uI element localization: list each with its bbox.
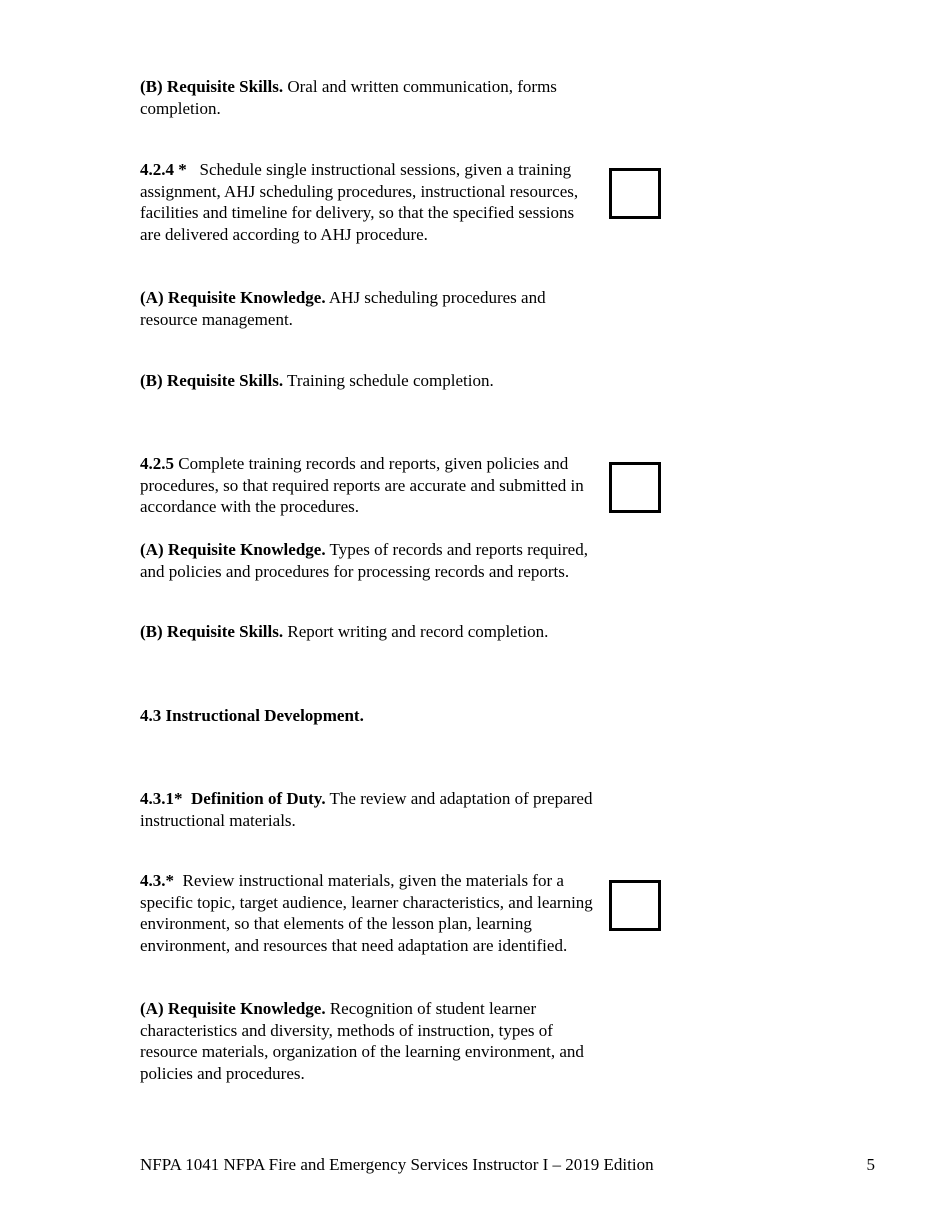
item-4-3-1-number: 4.3.1* — [140, 789, 183, 808]
requisite-knowledge-label: (A) Requisite Knowledge. — [140, 288, 326, 307]
requisite-knowledge-4-3 — [140, 998, 596, 1084]
requisite-skills-label: (B) Requisite Skills. — [140, 77, 284, 96]
requisite-skills-label: (B) Requisite Skills. — [140, 622, 284, 641]
checkbox-4-3[interactable] — [609, 880, 661, 931]
section-heading-4-3 — [140, 705, 596, 727]
item-4-2-5 — [140, 453, 596, 518]
checkbox-4-2-5[interactable] — [609, 462, 661, 513]
requisite-skills-4-2-4 — [140, 370, 596, 392]
item-4-2-4-text: Schedule single instructional sessions, given a training assignment, AHJ scheduling procedures, instructional resources, facilities and timeline for delivery, so that the specified sessions are delivered according to AHJ procedure. — [140, 160, 583, 244]
page-number: 5 — [866, 1155, 875, 1174]
requisite-skills-text: Report writing and record completion. — [283, 622, 549, 641]
requisite-knowledge-text: AHJ scheduling procedures and resource management. — [140, 288, 546, 329]
item-4-3-1-text: The review and adaptation of prepared instructional materials. — [140, 789, 593, 830]
item-4-2-4 — [140, 159, 596, 245]
requisite-knowledge-4-2-4 — [140, 287, 596, 330]
requisite-skills-4-2-3 — [140, 76, 596, 119]
checkbox-4-2-4[interactable] — [609, 168, 661, 219]
item-4-2-5-text: Complete training records and reports, given policies and procedures, so that required reports are accurate and submitted in accordance with the procedures. — [140, 454, 584, 516]
definition-of-duty-label: Definition of Duty. — [182, 789, 326, 808]
requisite-knowledge-text: Types of records and reports required, and policies and procedures for processing records and reports. — [140, 540, 588, 581]
requisite-knowledge-4-2-5 — [140, 539, 596, 582]
requisite-knowledge-label: (A) Requisite Knowledge. — [140, 999, 326, 1018]
requisite-skills-label: (B) Requisite Skills. — [140, 371, 284, 390]
section-heading-text: 4.3 Instructional Development. — [140, 706, 364, 725]
item-4-3-1 — [140, 788, 596, 831]
item-4-2-5-number: 4.2.5 — [140, 454, 174, 473]
item-4-3-number: 4.3.* — [140, 871, 174, 890]
requisite-skills-4-2-5 — [140, 621, 596, 643]
footer-title: NFPA 1041 NFPA Fire and Emergency Services Instructor I – 2019 Edition — [140, 1155, 654, 1174]
item-4-3 — [140, 870, 596, 956]
item-4-3-text: Review instructional materials, given the materials for a specific topic, target audience, learner characteristics, and learning environment, so that elements of the lesson plan, learning environment, and resources that need adaptation are identified. — [140, 871, 598, 955]
requisite-skills-text: Training schedule completion. — [283, 371, 494, 390]
requisite-skills-text: Oral and written communication, forms completion. — [140, 77, 557, 118]
item-4-2-4-number: 4.2.4 * — [140, 160, 187, 179]
requisite-knowledge-label: (A) Requisite Knowledge. — [140, 540, 326, 559]
requisite-knowledge-text: Recognition of student learner characteristics and diversity, methods of instruction, types of resource materials, organization of the learning environment, and policies and procedures. — [140, 999, 584, 1083]
